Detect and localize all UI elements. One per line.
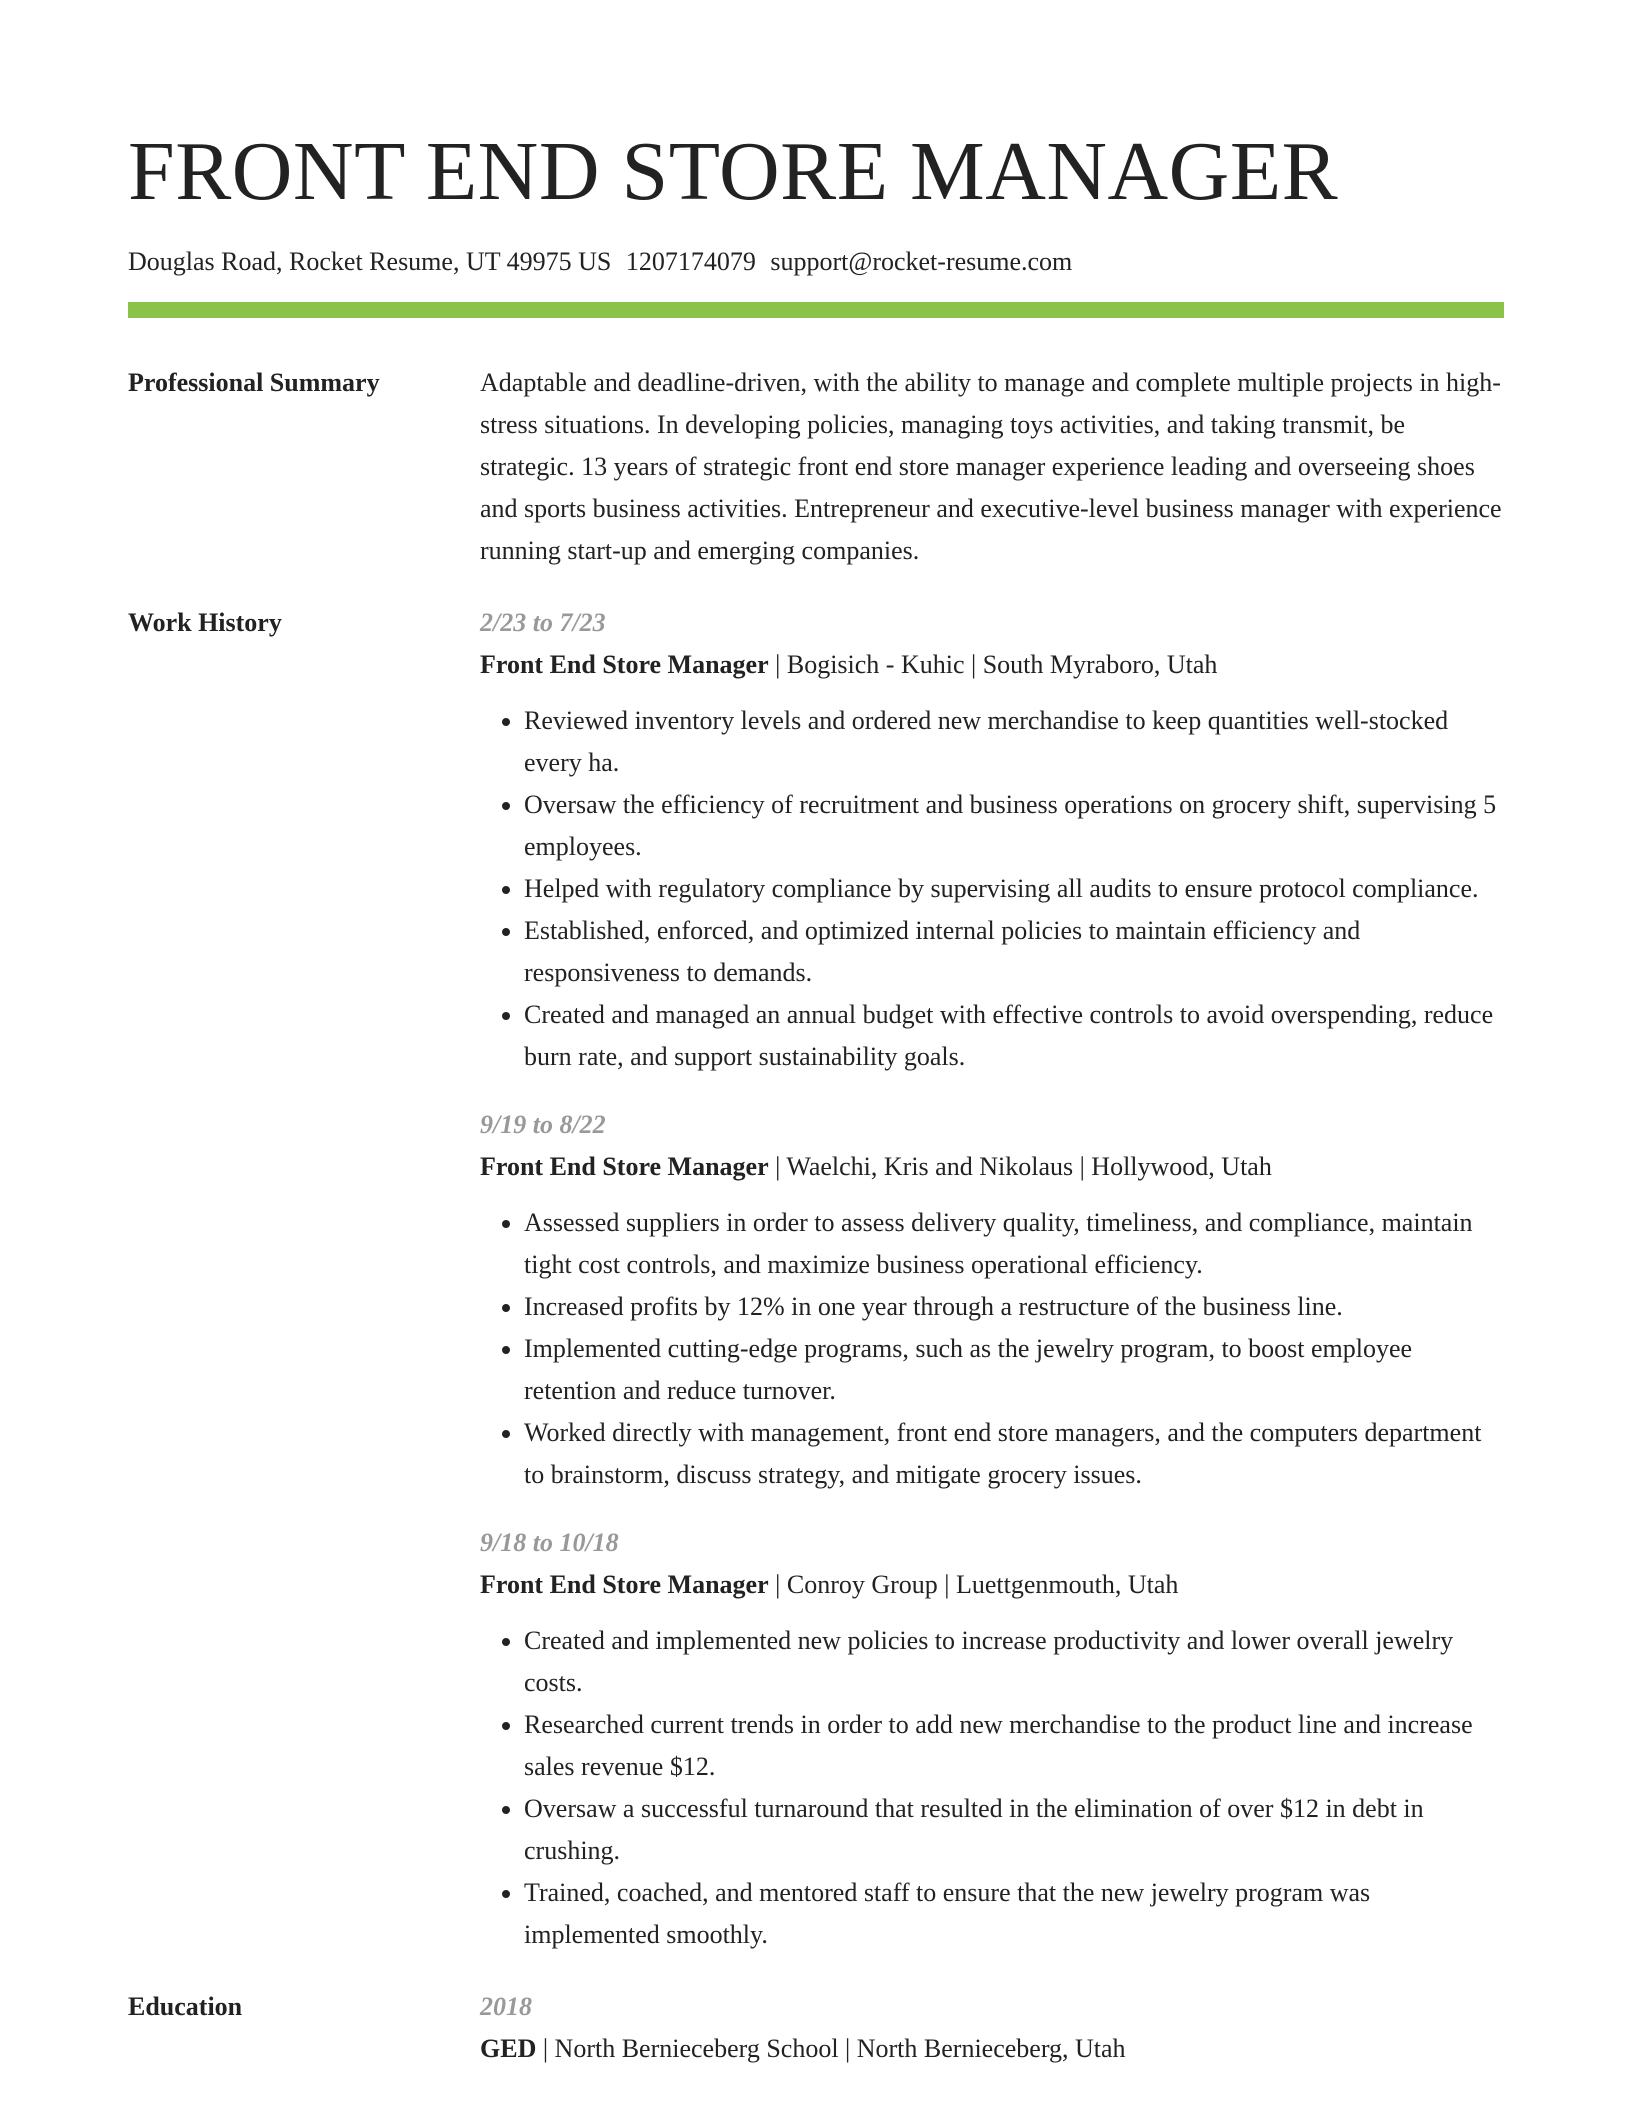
- job-bullet: • Trained, coached, and mentored staff to ensure that the new jewelry program was implemented smoothly.: [524, 1872, 1504, 1956]
- job-bullet: • Helped with regulatory compliance by supervising all audits to ensure protocol compliance.: [524, 868, 1504, 910]
- work-history-heading: Work History: [128, 608, 282, 637]
- summary-heading: Professional Summary: [128, 368, 380, 397]
- job-title: Front End Store Manager: [480, 1570, 769, 1599]
- job-bullet: • Increased profits by 12% in one year through a restructure of the business line.: [524, 1286, 1504, 1328]
- job-bullet: • Oversaw a successful turnaround that resulted in the elimination of over $12 in debt in crushing.: [524, 1788, 1504, 1872]
- summary-body: [480, 362, 1504, 572]
- job-company-location: | Bogisich - Kuhic | South Myraboro, Utah: [768, 650, 1218, 679]
- job-bullet: • Reviewed inventory levels and ordered new merchandise to keep quantities well-stocked every ha.: [524, 700, 1504, 784]
- job-bullet: • Assessed suppliers in order to assess delivery quality, timeliness, and compliance, maintain tight cost controls, and maximize business operational efficiency.: [524, 1202, 1504, 1286]
- accent-divider: [128, 302, 1504, 318]
- job-company-location: | Waelchi, Kris and Nikolaus | Hollywood, Utah: [768, 1152, 1272, 1181]
- summary-section: [128, 362, 1504, 572]
- job-heading: [480, 1564, 1504, 1606]
- job-title: Front End Store Manager: [480, 1152, 769, 1181]
- education-heading: Education: [128, 1992, 243, 2021]
- job-bullet: • Implemented cutting-edge programs, such as the jewelry program, to boost employee retention and reduce turnover.: [524, 1328, 1504, 1412]
- job-company-location: | Conroy Group | Luettgenmouth, Utah: [768, 1570, 1179, 1599]
- job-dates: 9/18 to 10/18: [480, 1528, 619, 1557]
- resume-page: [128, 0, 1504, 2070]
- contact-line: [128, 244, 1504, 280]
- work-history-section: [128, 602, 1504, 1956]
- job-dates: 2/23 to 7/23: [480, 608, 606, 637]
- summary-text: Adaptable and deadline-driven, with the ability to manage and complete multiple projects in high-stress situations. In developing policies, managing toys activities, and taking transmit, be strategic. 13 years of strategic front end store manager experience leading and overseeing shoes and sports business activities. Entrepreneur and executive-level business manager with experience running start-up and emerging companies.: [480, 368, 1502, 565]
- contact-email: support@rocket-resume.com: [770, 247, 1073, 276]
- job-entry: [480, 1104, 1504, 1496]
- contact-phone: 1207174079: [625, 247, 756, 276]
- contact-address: Douglas Road, Rocket Resume, UT 49975 US: [128, 247, 612, 276]
- job-bullet-list: [480, 1620, 1504, 1956]
- job-bullet-list: [480, 700, 1504, 1078]
- job-heading: [480, 644, 1504, 686]
- job-bullet-list: [480, 1202, 1504, 1496]
- job-bullet: • Oversaw the efficiency of recruitment and business operations on grocery shift, supervising 5 employees.: [524, 784, 1504, 868]
- education-section: [128, 1986, 1504, 2070]
- job-heading: [480, 1146, 1504, 1188]
- education-heading-line: [480, 2028, 1504, 2070]
- education-degree: GED: [480, 2034, 537, 2063]
- job-bullet: • Created and implemented new policies to increase productivity and lower overall jewelry costs.: [524, 1620, 1504, 1704]
- job-bullet: • Created and managed an annual budget with effective controls to avoid overspending, reduce burn rate, and support sustainability goals.: [524, 994, 1504, 1078]
- education-entry: [480, 1986, 1504, 2070]
- education-body: [480, 1986, 1504, 2070]
- education-school-location: | North Bernieceberg School | North Bernieceberg, Utah: [536, 2034, 1126, 2063]
- job-bullet: • Researched current trends in order to add new merchandise to the product line and increase sales revenue $12.: [524, 1704, 1504, 1788]
- job-title: Front End Store Manager: [480, 650, 769, 679]
- education-year: 2018: [480, 1992, 532, 2021]
- job-bullet: • Worked directly with management, front end store managers, and the computers department to brainstorm, discuss strategy, and mitigate grocery issues.: [524, 1412, 1504, 1496]
- job-entry: [480, 1522, 1504, 1956]
- job-entry: [480, 602, 1504, 1078]
- work-history-body: [480, 602, 1504, 1956]
- job-bullet: • Established, enforced, and optimized internal policies to maintain efficiency and responsiveness to demands.: [524, 910, 1504, 994]
- resume-title: FRONT END STORE MANAGER: [128, 125, 1339, 218]
- job-dates: 9/19 to 8/22: [480, 1110, 606, 1139]
